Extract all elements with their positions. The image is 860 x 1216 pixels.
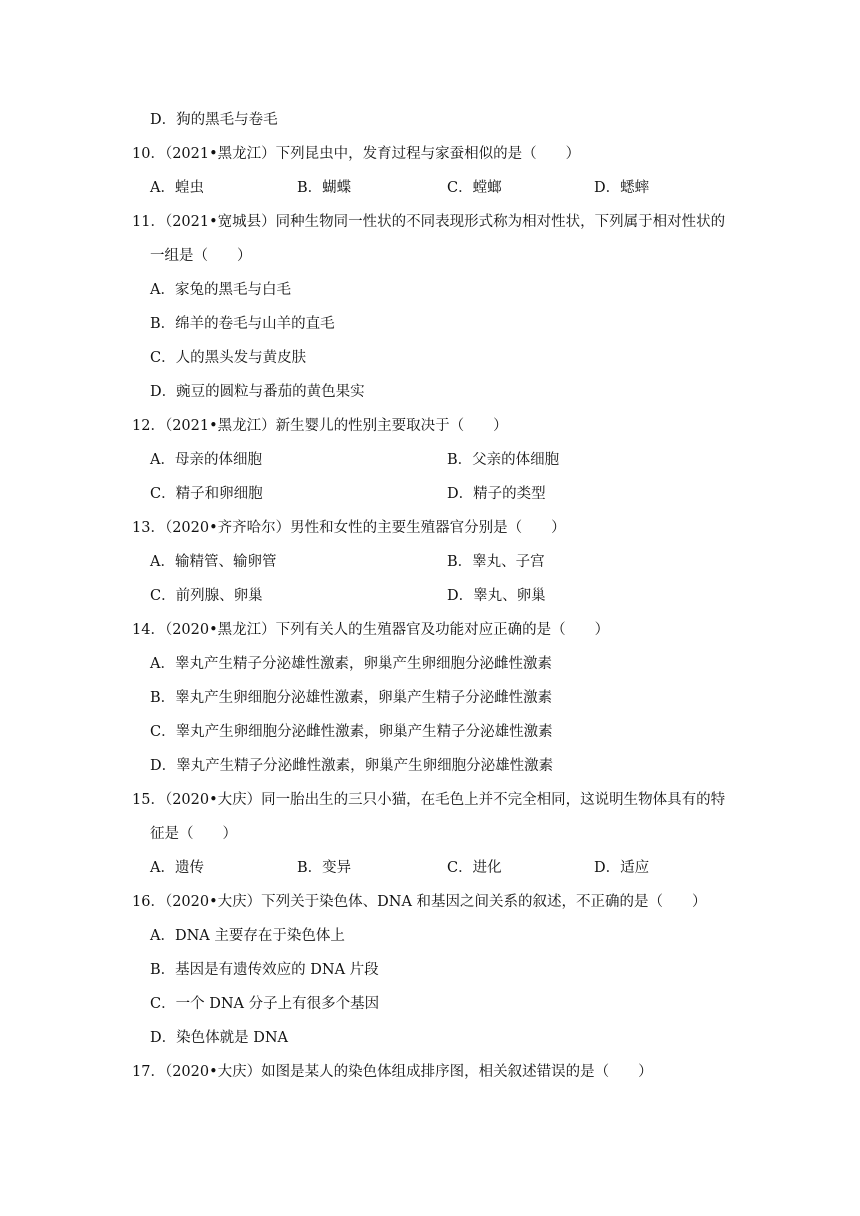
option-text: C．人的黑头发与黄皮肤 <box>150 350 307 366</box>
question-text: 10．（2021•黑龙江）下列昆虫中，发育过程与家蚕相似的是（ ） <box>132 146 581 162</box>
option-text: A．睾丸产生精子分泌雄性激素，卵巢产生卵细胞分泌雌性激素 <box>150 656 552 672</box>
option-text: D．蟋蟀 <box>594 180 650 196</box>
option-text: C．一个 DNA 分子上有很多个基因 <box>150 996 380 1012</box>
option-text: D．精子的类型 <box>447 486 546 502</box>
option-text: B．基因是有遗传效应的 DNA 片段 <box>150 962 379 978</box>
option-text: D．染色体就是 DNA <box>150 1030 289 1046</box>
question-text: 16．（2020•大庆）下列关于染色体、DNA 和基因之间关系的叙述，不正确的是（ ） <box>132 894 707 910</box>
question-text: 11．（2021•宽城县）同种生物同一性状的不同表现形式称为相对性状，下列属于相对性状的 <box>132 214 726 230</box>
question-text: 15．（2020•大庆）同一胎出生的三只小猫，在毛色上并不完全相同，这说明生物体具有的特 <box>132 792 726 808</box>
option-text: B．绵羊的卷毛与山羊的直毛 <box>150 316 335 332</box>
question-text: 13．（2020•齐齐哈尔）男性和女性的主要生殖器官分别是（ ） <box>132 520 566 536</box>
option-text: A．母亲的体细胞 <box>150 452 262 468</box>
option-text: B．蝴蝶 <box>297 180 352 196</box>
option-text: C．前列腺、卵巢 <box>150 588 263 604</box>
option-text: A．遗传 <box>150 860 204 876</box>
option-text: A．蝗虫 <box>150 180 204 196</box>
question-text: 12．（2021•黑龙江）新生婴儿的性别主要取决于（ ） <box>132 418 508 434</box>
option-text: D．睾丸产生精子分泌雌性激素，卵巢产生卵细胞分泌雄性激素 <box>150 758 554 774</box>
option-text: C．螳螂 <box>447 180 502 196</box>
option-text: B．变异 <box>297 860 352 876</box>
option-text: B．睾丸、子宫 <box>447 554 545 570</box>
option-text: A．家兔的黑毛与白毛 <box>150 282 291 298</box>
option-text: D．豌豆的圆粒与番茄的黄色果实 <box>150 384 365 400</box>
option-text: B．父亲的体细胞 <box>447 452 560 468</box>
question-text: 17．（2020•大庆）如图是某人的染色体组成排序图，相关叙述错误的是（ ） <box>132 1064 653 1080</box>
option-text: D．睾丸、卵巢 <box>447 588 546 604</box>
option-text: D．狗的黑毛与卷毛 <box>150 112 278 128</box>
question-continuation: 征是（ ） <box>150 826 237 842</box>
option-text: C．精子和卵细胞 <box>150 486 263 502</box>
option-text: D．适应 <box>594 860 650 876</box>
question-continuation: 一组是（ ） <box>150 248 252 264</box>
question-text: 14．（2020•黑龙江）下列有关人的生殖器官及功能对应正确的是（ ） <box>132 622 610 638</box>
option-text: C．进化 <box>447 860 502 876</box>
option-text: A．DNA 主要存在于染色体上 <box>150 928 345 944</box>
option-text: C．睾丸产生卵细胞分泌雌性激素，卵巢产生精子分泌雄性激素 <box>150 724 553 740</box>
option-text: A．输精管、输卵管 <box>150 554 277 570</box>
option-text: B．睾丸产生卵细胞分泌雄性激素，卵巢产生精子分泌雌性激素 <box>150 690 553 706</box>
